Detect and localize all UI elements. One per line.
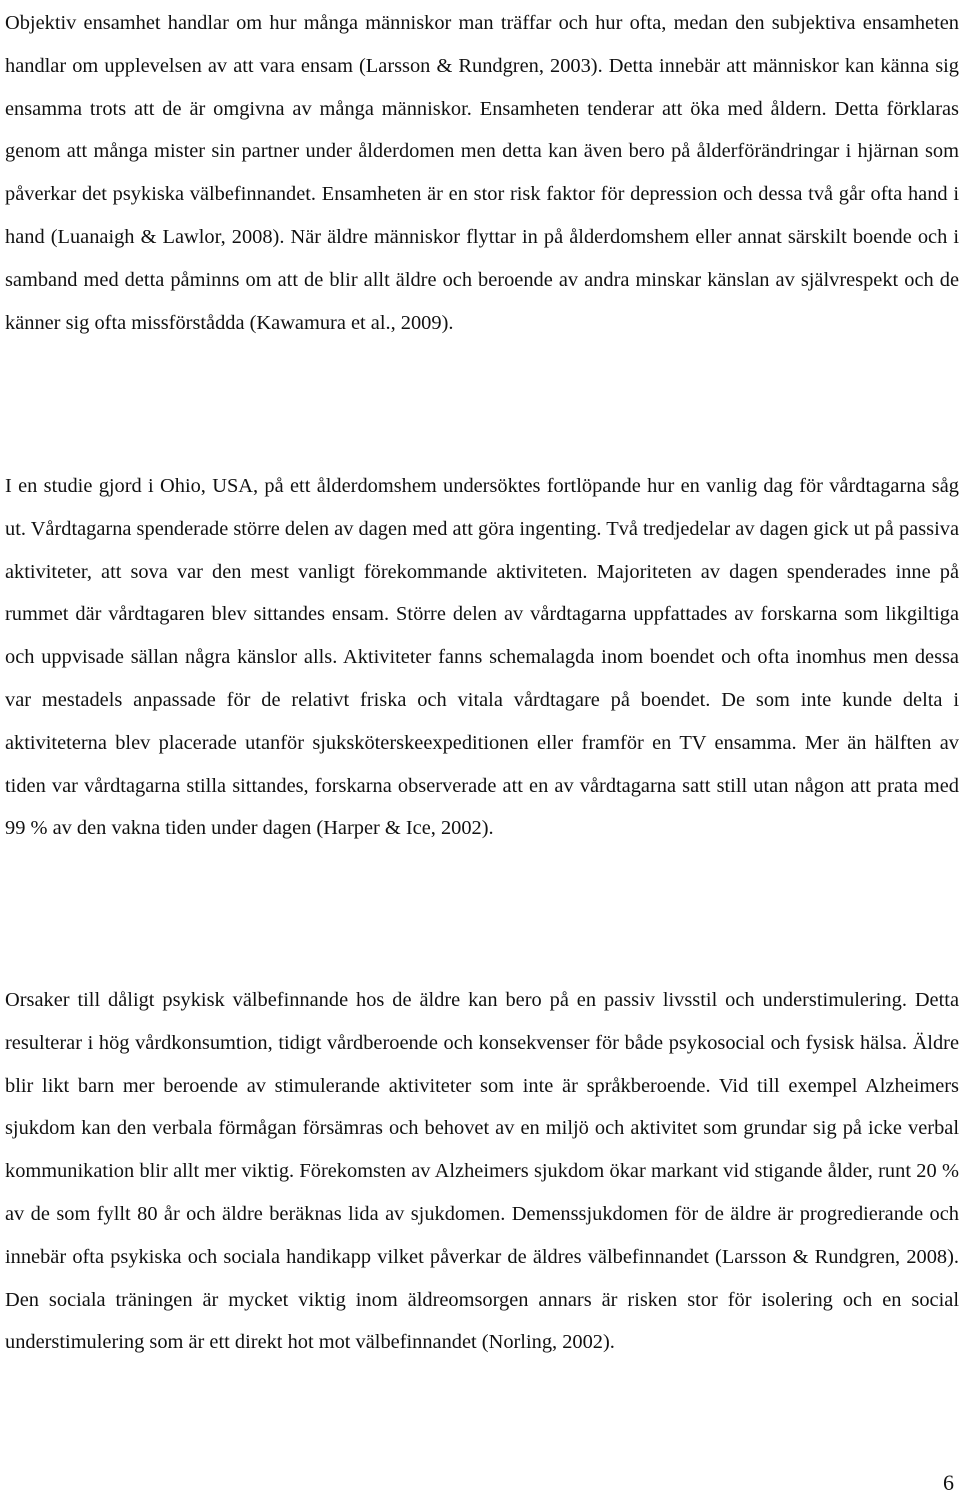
paragraph-ohio-study: I en studie gjord i Ohio, USA, på ett ålderdomshem undersöktes fortlöpande hur en vanlig dag för vårdtagarna såg ut. Vårdtagarna spenderade större delen av dagen med att göra ingenting. Två tredjedelar av dagen gick ut på passiva aktiviteter, att sova var den mest vanligt förekommande aktiviteten. Majoriteten av dagen spenderades inne på rummet där vårdtagaren blev sittandes ensam. Större delen av vårdtagarna uppfattades av forskarna som likgiltiga och uppvisade sällan några känslor alls. Aktiviteter fanns schemalagda inom boendet och ofta inomhus men dessa var mestadels anpassade för de relativt friska och vitala vårdtagare på boendet. De som inte kunde delta i aktiviteterna blev placerade utanför sjuksköterskeexpeditionen eller framför en TV ensamma. Mer än hälften av tiden var vårdtagarna stilla sittandes, forskarna observerade att en av vårdtagarna satt still utan någon att prata med 99 % av den vakna tiden under dagen (Harper & Ice, 2002).: [5, 475, 959, 840]
paragraph-causes: Orsaker till dåligt psykisk välbefinnande hos de äldre kan bero på en passiv livsstil och understimulering. Detta resulterar i hög vårdkonsumtion, tidigt vårdberoende och konsekvenser för både psykosocial och fysisk hälsa. Äldre blir likt barn mer beroende av stimulerande aktiviteter som inte är språkberoende. Vid till exempel Alzheimers sjukdom kan den verbala förmågan försämras och behovet av en miljö och aktivitet som grundar sig på icke verbal kommunikation blir allt mer viktig. Förekomsten av Alzheimers sjukdom ökar markant vid stigande ålder, runt 20 % av de som fyllt 80 år och äldre beräknas lida av sjukdomen. Demenssjukdomen för de äldre är progredierande och innebär ofta psykiska och sociala handikapp vilket påverkar de äldres välbefinnandet (Larsson & Rundgren, 2008). Den sociala träningen är mycket viktig inom äldreomsorgen annars är risken stor för isolering och en social understimulering som är ett direkt hot mot välbefinnandet (Norling, 2002).: [5, 989, 959, 1354]
paragraph-loneliness: Objektiv ensamhet handlar om hur många människor man träffar och hur ofta, medan den subjektiva ensamheten handlar om upplevelsen av att vara ensam (Larsson & Rundgren, 2003). Detta innebär att människor kan känna sig ensamma trots att de är omgivna av många människor. Ensamheten tenderar att öka med åldern. Detta förklaras genom att många mister sin partner under ålderdomen men detta kan även bero på ålderförändringar i hjärnan som påverkar det psykiska välbefinnandet. Ensamheten är en stor risk faktor för depression och dessa två går ofta hand i hand (Luanaigh & Lawlor, 2008). När äldre människor flyttar in på ålderdomshem eller annat särskilt boende och i samband med detta påminns om att de blir allt äldre och beroende av andra minskar känslan av självrespekt och de känner sig ofta missförstådda (Kawamura et al., 2009).: [5, 12, 959, 334]
page-number: 6: [943, 1470, 954, 1495]
